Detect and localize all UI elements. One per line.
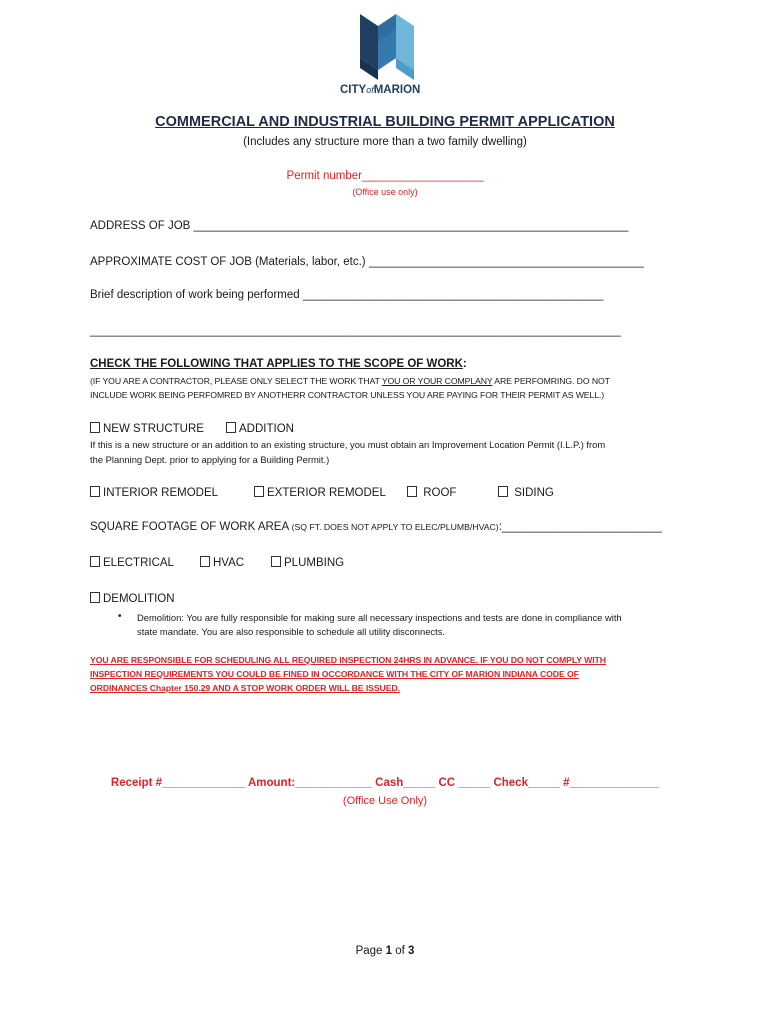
roof-checkbox[interactable]: ROOF [407, 486, 456, 499]
exterior-remodel-checkbox[interactable]: EXTERIOR REMODEL [254, 486, 386, 499]
ilp-note: If this is a new structure or an addition to an existing structure, you must obtain an Improvement Location Permit (I.L.P.) from [90, 439, 606, 450]
permit-office-note: (Office use only) [352, 187, 418, 197]
checkbox-icon[interactable] [226, 422, 236, 433]
plumbing-checkbox[interactable]: PLUMBING [271, 556, 344, 569]
permit-number-field[interactable]: Permit number___________________ [286, 170, 484, 182]
page-subtitle: (Includes any structure more than a two family dwelling) [243, 136, 527, 148]
demolition-note: Demolition: You are fully responsible for making sure all necessary inspections and tests are done in compliance with [137, 612, 622, 623]
square-footage-field[interactable]: SQUARE FOOTAGE OF WORK AREA (SQ FT. DOES NOT APPLY TO ELEC/PLUMB/HVAC):_________________________ [90, 521, 662, 533]
inspection-warning: YOU ARE RESPONSIBLE FOR SCHEDULING ALL REQUIRED INSPECTION 24HRS IN ADVANCE. IF YOU DO NOT COMPLY WITH [90, 655, 606, 665]
checkbox-icon[interactable] [200, 556, 210, 567]
siding-checkbox[interactable]: SIDING [498, 486, 554, 499]
demolition-note-line-2: state mandate. You are also responsible to schedule all utility disconnects. [137, 626, 446, 637]
addition-checkbox[interactable]: ADDITION [226, 422, 294, 435]
electrical-checkbox[interactable]: ELECTRICAL [90, 556, 174, 569]
checkbox-icon[interactable] [254, 486, 264, 497]
checkbox-icon[interactable] [90, 592, 100, 603]
page-title: COMMERCIAL AND INDUSTRIAL BUILDING PERMIT APPLICATION [155, 114, 615, 130]
checkbox-icon[interactable] [498, 486, 508, 497]
page-number: Page 1 of 3 [355, 945, 415, 957]
inspection-warning-line-2: INSPECTION REQUIREMENTS YOU COULD BE FINED IN OCCORDANCE WITH THE CITY OF MARION INDIANA CODE OF [90, 669, 579, 679]
city-logo-mark [340, 12, 430, 84]
scope-heading: CHECK THE FOLLOWING THAT APPLIES TO THE SCOPE OF WORK: [90, 358, 467, 370]
address-field[interactable]: ADDRESS OF JOB ____________________________________________________________________ [90, 220, 629, 232]
checkbox-icon[interactable] [90, 422, 100, 433]
scope-note: (IF YOU ARE A CONTRACTOR, PLEASE ONLY SELECT THE WORK THAT YOU OR YOUR COMPLANY ARE PERFOMRING. DO NOT [90, 376, 610, 386]
checkbox-icon[interactable] [90, 486, 100, 497]
description-line-2[interactable]: ___________________________________________________________________________________ [90, 325, 621, 337]
new-structure-checkbox[interactable]: NEW STRUCTURE [90, 422, 204, 435]
bullet-icon: • [118, 611, 122, 622]
checkbox-icon[interactable] [90, 556, 100, 567]
interior-remodel-checkbox[interactable]: INTERIOR REMODEL [90, 486, 218, 499]
ilp-note-line-2: the Planning Dept. prior to applying for a Building Permit.) [90, 454, 330, 465]
checkbox-icon[interactable] [271, 556, 281, 567]
receipt-office-note: (Office Use Only) [342, 795, 428, 807]
cost-field[interactable]: APPROXIMATE COST OF JOB (Materials, labor, etc.) ___________________________________________ [90, 256, 644, 268]
inspection-warning-line-3: ORDINANCES Chapter 150.29 AND A STOP WORK ORDER WILL BE ISSUED. [90, 683, 400, 693]
city-logo [340, 12, 430, 100]
city-logo-wordmark: CITYofMARION [340, 84, 421, 96]
receipt-line[interactable]: Receipt #_____________ Amount:____________ Cash_____ CC _____ Check_____ #______________ [110, 777, 660, 789]
hvac-checkbox[interactable]: HVAC [200, 556, 244, 569]
scope-note-line-2: INCLUDE WORK BEING PERFOMRED BY ANOTHERR CONTRACTOR UNLESS YOU ARE PAYING FOR THEIR PERMIT AS WELL.) [90, 390, 605, 400]
checkbox-icon[interactable] [407, 486, 417, 497]
description-field[interactable]: Brief description of work being performed _______________________________________________ [90, 289, 604, 301]
demolition-checkbox[interactable]: DEMOLITION [90, 592, 175, 605]
